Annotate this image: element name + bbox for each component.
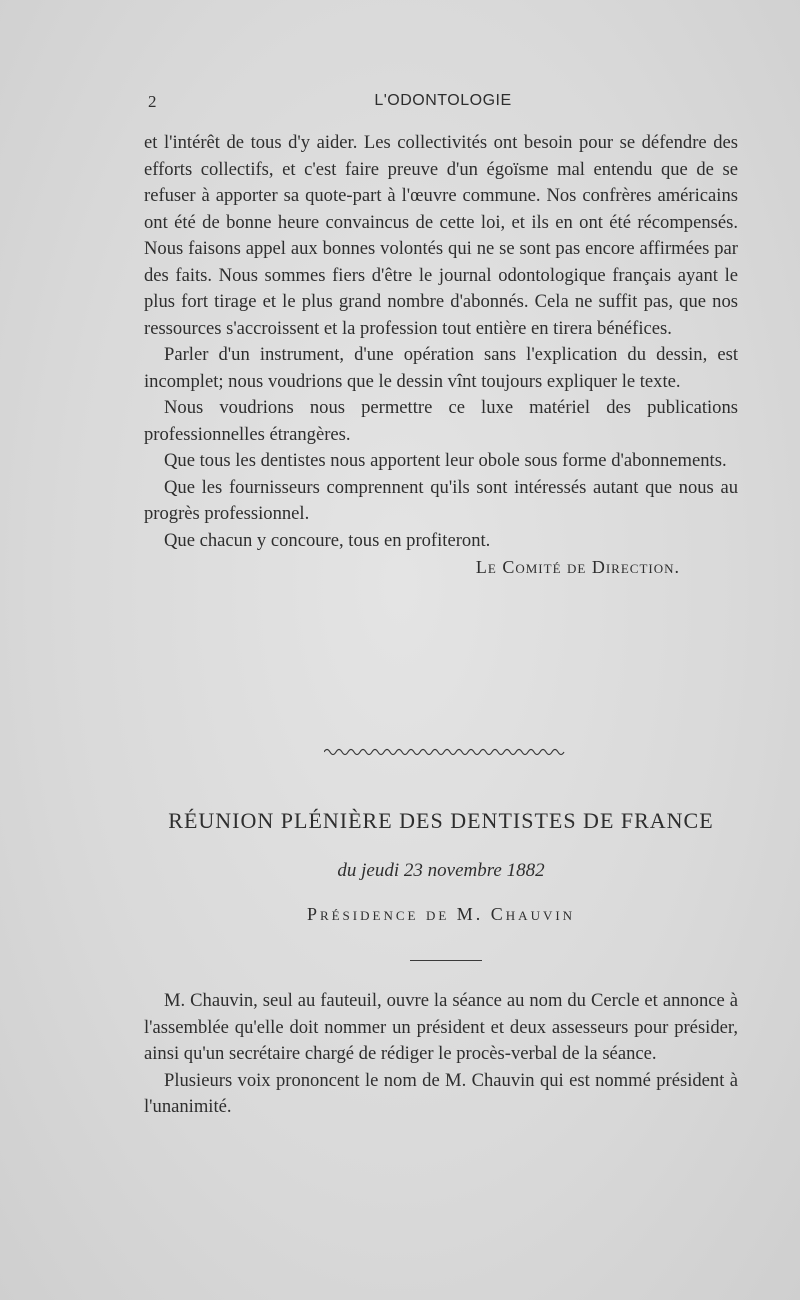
paragraph: et l'intérêt de tous d'y aider. Les collectivités ont besoin pour se défendre des efforts collectifs, et c'est faire preuve d'un égoïsme mal entendu que de se refuser à apporter sa quote-part à l'œuvre commune. Nos confrères américains ont été de bonne heure convaincus de cette loi, et ils en ont été récompensés. Nous faisons appel aux bonnes volontés qui ne se sont pas encore affirmées par des faits. Nous sommes fiers d'être le journal odontologique français ayant le plus fort tirage et le plus grand nombre d'abonnés. Cela ne suffit pas, que nos ressources s'accroissent et la profession tout entière en tirera bénéfices.: [144, 132, 738, 339]
page-number: 2: [148, 92, 157, 111]
ornamental-divider: [324, 744, 568, 758]
paragraph: Que tous les dentistes nous apportent leur obole sous forme d'abonnements.: [164, 450, 727, 471]
page-header: [148, 92, 738, 118]
paragraph: Que chacun y concoure, tous en profiteront.: [164, 529, 491, 551]
short-rule: [410, 960, 482, 961]
body-text-bottom: [144, 988, 738, 1121]
paragraph: Que les fournisseurs comprennent qu'ils sont intéressés autant que nous au progrès professionnel.: [144, 476, 738, 524]
body-text-top: [144, 130, 738, 581]
presidency-line: Présidence de M. Chauvin: [306, 904, 576, 924]
signature: Le Comité de Direction.: [475, 557, 680, 577]
section-title: RÉUNION PLÉNIÈRE DES DENTISTES DE FRANCE: [168, 808, 714, 833]
paragraph: M. Chauvin, seul au fauteuil, ouvre la séance au nom du Cercle et annonce à l'assemblée qu'elle doit nommer un président et deux assesseurs pour présider, ainsi qu'un secrétaire chargé de rédiger le procès-verbal de la séance.: [144, 990, 738, 1064]
meeting-date: du jeudi 23 novembre 1882: [337, 860, 545, 881]
paragraph: Parler d'un instrument, d'une opération sans l'explication du dessin, est incomplet; nous voudrions que le dessin vînt toujours expliquer le texte.: [144, 344, 738, 392]
running-title: L'ODONTOLOGIE: [374, 92, 512, 109]
paragraph: Nous voudrions nous permettre ce luxe matériel des publications professionnelles étrangères.: [144, 397, 738, 445]
paragraph: Plusieurs voix prononcent le nom de M. Chauvin qui est nommé président à l'unanimité.: [144, 1069, 738, 1117]
